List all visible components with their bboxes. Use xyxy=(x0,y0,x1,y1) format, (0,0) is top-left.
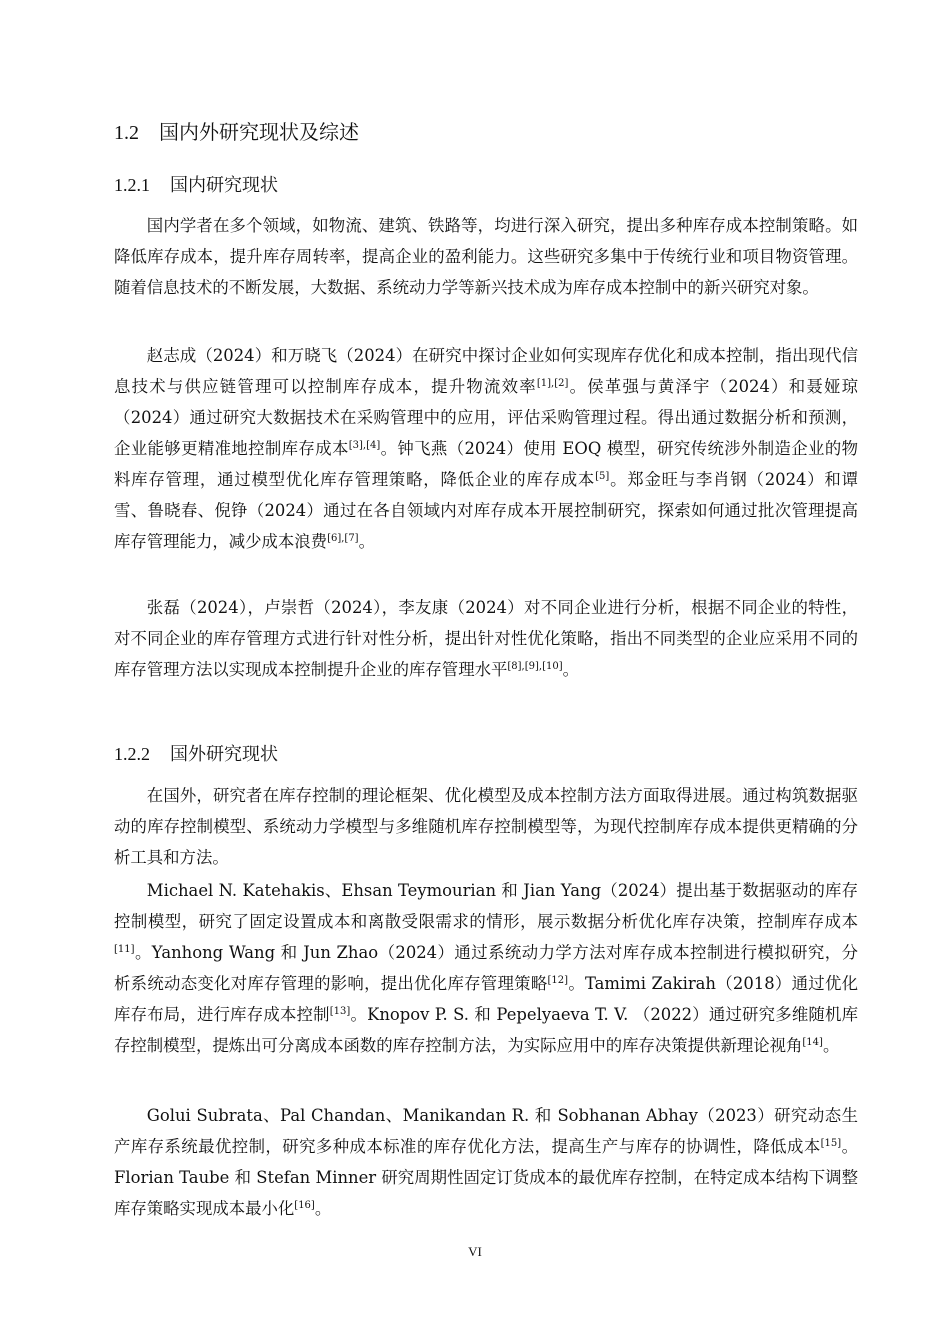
paragraph-foreign-intro: 在国外，研究者在库存控制的理论框架、优化模型及成本控制方法方面取得进展。通过构筑数据驱动的库存控制模型、系统动力学模型与多维随机库存控制模型等，为现代控制库存成本提供更精确的分析工具和方法。 xyxy=(114,786,858,867)
subsection-number: 1.2.2 xyxy=(114,744,150,764)
citation: [6],[7] xyxy=(327,533,359,544)
paragraph-domestic-intro: 国内学者在多个领域，如物流、建筑、铁路等，均进行深入研究，提出多种库存成本控制策略。如降低库存成本，提升库存周转率，提高企业的盈利能力。这些研究多集中于传统行业和项目物资管理。随着信息技术的不断发展，大数据、系统动力学等新兴技术成为库存成本控制中的新兴研究对象。 xyxy=(114,216,858,297)
citation: [15] xyxy=(820,1138,842,1149)
subsection-heading-domestic xyxy=(114,172,278,199)
citation: [12] xyxy=(547,975,569,986)
paragraph-foreign-studies-1: Michael N. Katehakis、Ehsan Teymourian 和 Jian Yang（2024）提出基于数据驱动的库存控制模型，研究了固定设置成本和离散受限需求的情形，展示数据分析优化库存决策，控制库存成本[11]。Yanhong Wang 和 Jun Zhao（2024）通过系统动力学方法对库存成本控制进行模拟研究，分析系统动态变化对库存管理的影响，提出优化库存管理策略[12]。Tamimi Zakirah（2018）通过优化库存布局，进行库存成本控制[13]。Knopov P. S. 和 Pepelyaeva T. V. （2022）通过研究多维随机库存控制模型，提炼出可分离成本函数的库存控制方法，为实际应用中的库存决策提供新理论视角[14]。 xyxy=(114,881,859,1055)
citation: [3],[4] xyxy=(348,440,381,451)
paragraph-foreign-studies-2: Golui Subrata、Pal Chandan、Manikandan R. 和 Sobhanan Abhay（2023）研究动态生产库存系统最优控制，研究多种成本标准的库存优化方法，提高生产与库存的协调性，降低成本[15]。Florian Taube 和 Stefan Minner 研究周期性固定订货成本的最优库存控制，在特定成本结构下调整库存策略实现成本最小化[16]。 xyxy=(114,1106,859,1218)
section-title: 国内外研究现状及综述 xyxy=(159,120,359,144)
section-heading xyxy=(114,118,359,147)
citation: [13] xyxy=(329,1006,351,1017)
section-number: 1.2 xyxy=(114,122,139,144)
citation: [16] xyxy=(294,1200,315,1211)
citation: [1],[2] xyxy=(536,378,569,389)
citation: [5] xyxy=(595,471,610,482)
paragraph-domestic-studies-2: 张磊（2024），卢崇哲（2024），李友康（2024）对不同企业进行分析，根据不同企业的特性，对不同企业的库存管理方式进行针对性分析，提出针对性优化策略，指出不同类型的企业应采用不同的库存管理方法以实现成本控制提升企业的库存管理水平[8],[9],[10]。 xyxy=(114,598,858,679)
page-number: VI xyxy=(468,1244,482,1259)
citation: [14] xyxy=(802,1037,823,1048)
subsection-title: 国内研究现状 xyxy=(170,175,278,196)
citation: [8],[9],[10] xyxy=(507,661,563,672)
citation: [11] xyxy=(114,944,135,955)
subsection-heading-foreign xyxy=(114,741,278,768)
subsection-title: 国外研究现状 xyxy=(170,744,278,765)
paragraph-domestic-studies-1: 赵志成（2024）和万晓飞（2024）在研究中探讨企业如何实现库存优化和成本控制，指出现代信息技术与供应链管理可以控制库存成本，提升物流效率[1],[2]。侯革强与黄泽宇（2024）和聂娅琼（2024）通过研究大数据技术在采购管理中的应用，评估采购管理过程。得出通过数据分析和预测，企业能够更精准地控制库存成本[3],[4]。钟飞燕（2024）使用 EOQ 模型，研究传统涉外制造企业的物料库存管理，通过模型优化库存管理策略，降低企业的库存成本[5]。郑金旺与李肖钢（2024）和谭雪、鲁晓春、倪铮（2024）通过在各自领域内对库存成本开展控制研究，探索如何通过批次管理提高库存管理能力，减少成本浪费[6],[7]。 xyxy=(114,346,859,551)
subsection-number: 1.2.1 xyxy=(114,175,150,195)
